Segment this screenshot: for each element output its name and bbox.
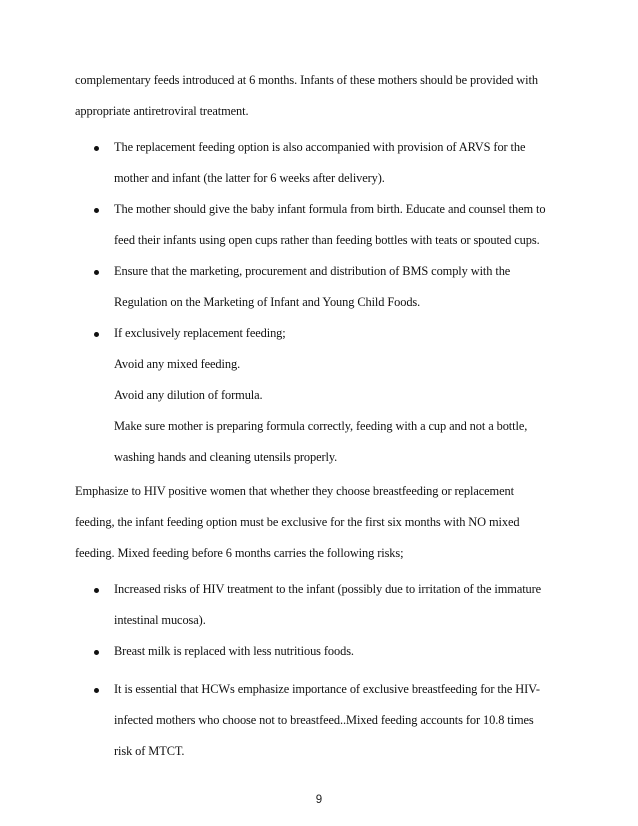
bullet-icon [94, 688, 99, 693]
bullet-text: infected mothers who choose not to breastfeed..Mixed feeding accounts for 10.8 times [114, 713, 534, 727]
bullet-icon [94, 650, 99, 655]
bullet-text: The replacement feeding option is also accompanied with provision of ARVS for the [114, 140, 526, 154]
page-number: 9 [315, 794, 323, 806]
bullet-icon [94, 208, 99, 213]
bullet-text: Make sure mother is preparing formula correctly, feeding with a cup and not a bottle, [114, 419, 528, 433]
bullet-text: intestinal mucosa). [114, 613, 206, 627]
paragraph-line: Emphasize to HIV positive women that whether they choose breastfeeding or replacement [75, 484, 514, 498]
bullet-icon [94, 270, 99, 275]
bullet-text: Avoid any dilution of formula. [114, 388, 263, 402]
bullet-icon [94, 588, 99, 593]
bullet-text: Regulation on the Marketing of Infant and Young Child Foods. [114, 295, 421, 309]
bullet-text: mother and infant (the latter for 6 weeks after delivery). [114, 171, 385, 185]
bullet-text: Ensure that the marketing, procurement and distribution of BMS comply with the [114, 264, 511, 278]
bullet-text: Avoid any mixed feeding. [114, 357, 241, 371]
bullet-icon [94, 146, 99, 151]
bullet-text: feed their infants using open cups rather than feeding bottles with teats or spouted cups. [114, 233, 540, 247]
bullet-text: washing hands and cleaning utensils properly. [114, 450, 338, 464]
bullet-text: The mother should give the baby infant formula from birth. Educate and counsel them to [114, 202, 546, 216]
bullet-text: It is essential that HCWs emphasize importance of exclusive breastfeeding for the HIV- [114, 682, 540, 696]
paragraph-line: appropriate antiretroviral treatment. [75, 104, 249, 118]
bullet-text: risk of MTCT. [114, 744, 185, 758]
bullet-text: Increased risks of HIV treatment to the infant (possibly due to irritation of the immature [114, 582, 542, 596]
paragraph-line: feeding. Mixed feeding before 6 months carries the following risks; [75, 546, 404, 560]
paragraph-line: complementary feeds introduced at 6 months. Infants of these mothers should be provided with [75, 73, 538, 87]
paragraph-line: feeding, the infant feeding option must be exclusive for the first six months with NO mixed [75, 515, 520, 529]
bullet-text: If exclusively replacement feeding; [114, 326, 286, 340]
bullet-icon [94, 332, 99, 337]
bullet-text: Breast milk is replaced with less nutritious foods. [114, 644, 354, 658]
